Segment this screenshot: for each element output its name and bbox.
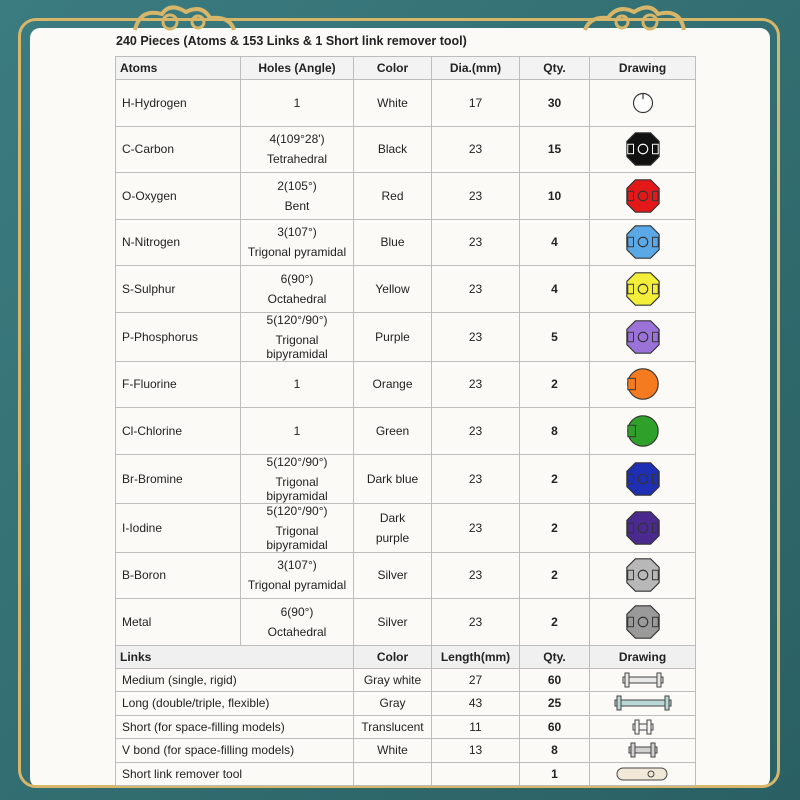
atom-drawing (590, 312, 696, 361)
atom-drawing (590, 173, 696, 220)
atom-diameter: 23 (432, 173, 520, 220)
atom-drawing (590, 503, 696, 552)
bromine-atom-icon (624, 460, 662, 498)
link-quantity: 25 (520, 692, 590, 716)
atom-diameter: 23 (432, 454, 520, 503)
column-header: Atoms (116, 57, 241, 80)
oxygen-atom-icon (624, 177, 662, 215)
link-name: Short link remover tool (116, 762, 354, 786)
atom-name: S-Sulphur (116, 266, 241, 313)
atom-name: Cl-Chlorine (116, 408, 241, 455)
atom-name: P-Phosphorus (116, 312, 241, 361)
atom-row (116, 126, 696, 173)
atom-row (116, 312, 696, 361)
atom-color: White (354, 80, 432, 127)
link-row (116, 715, 696, 739)
atom-diameter: 17 (432, 80, 520, 127)
link-drawing (590, 668, 696, 692)
atom-row (116, 219, 696, 266)
atom-color: Silver (354, 599, 432, 646)
atom-drawing (590, 80, 696, 127)
atom-holes (241, 266, 354, 313)
atom-diameter: 23 (432, 312, 520, 361)
link-name: Short (for space-filling models) (116, 715, 354, 739)
atom-drawing (590, 408, 696, 455)
column-header: Length(mm) (432, 645, 520, 668)
atom-color: Dark purple (354, 503, 432, 552)
link-length (432, 762, 520, 786)
atom-name: H-Hydrogen (116, 80, 241, 127)
atom-quantity: 15 (520, 126, 590, 173)
atom-holes (241, 80, 354, 127)
holes-count: 2(105°) (277, 178, 317, 193)
phosphorus-atom-icon (624, 318, 662, 356)
holes-count: 1 (293, 423, 301, 438)
medium-link-icon (611, 671, 675, 689)
atom-quantity: 2 (520, 454, 590, 503)
links-header-row (116, 645, 696, 668)
geometry: Trigonal bipyramidal (266, 474, 328, 503)
atom-diameter: 23 (432, 503, 520, 552)
atom-diameter: 23 (432, 408, 520, 455)
link-name: Long (double/triple, flexible) (116, 692, 354, 716)
atom-drawing (590, 266, 696, 313)
holes-count: 5(120°/90°) (266, 454, 328, 469)
atoms-header-row (116, 57, 696, 80)
remover-tool-icon (611, 765, 675, 783)
link-quantity: 60 (520, 715, 590, 739)
atom-color: Silver (354, 552, 432, 599)
atom-color: Purple (354, 312, 432, 361)
column-header: Qty. (520, 645, 590, 668)
link-quantity: 1 (520, 762, 590, 786)
atom-diameter: 23 (432, 361, 520, 408)
atom-drawing (590, 126, 696, 173)
carbon-atom-icon (624, 130, 662, 168)
holes-count: 6(90°) (280, 604, 314, 619)
column-header: Links (116, 645, 354, 668)
link-length: 27 (432, 668, 520, 692)
long-link-icon (611, 694, 675, 712)
link-color: Gray white (354, 668, 432, 692)
holes-count: 1 (293, 377, 301, 392)
metal-atom-icon (624, 603, 662, 641)
document-title: 240 Pieces (Atoms & 153 Links & 1 Short link remover tool) (116, 34, 467, 48)
atom-color: Orange (354, 361, 432, 408)
geometry: Octahedral (267, 624, 327, 639)
cloud-ornament-icon (580, 0, 690, 40)
atom-quantity: 10 (520, 173, 590, 220)
atom-quantity: 8 (520, 408, 590, 455)
atom-name: Metal (116, 599, 241, 646)
link-drawing (590, 692, 696, 716)
atom-holes (241, 552, 354, 599)
atom-color: Blue (354, 219, 432, 266)
atom-quantity: 30 (520, 80, 590, 127)
hydrogen-atom-icon (624, 84, 662, 122)
column-header: Color (354, 645, 432, 668)
atom-color: Dark blue (354, 454, 432, 503)
atom-diameter: 23 (432, 126, 520, 173)
link-length: 43 (432, 692, 520, 716)
atom-holes (241, 173, 354, 220)
geometry: Tetrahedral (266, 152, 328, 167)
atom-name: Br-Bromine (116, 454, 241, 503)
geometry: Trigonal bipyramidal (266, 523, 328, 552)
holes-count: 3(107°) (277, 225, 317, 240)
atom-drawing (590, 454, 696, 503)
holes-count: 3(107°) (277, 558, 317, 573)
link-color: Gray (354, 692, 432, 716)
geometry: Trigonal bipyramidal (266, 332, 328, 361)
atom-holes (241, 454, 354, 503)
atom-name: F-Fluorine (116, 361, 241, 408)
sulphur-atom-icon (624, 270, 662, 308)
fluorine-atom-icon (624, 365, 662, 403)
atom-quantity: 2 (520, 599, 590, 646)
link-length: 11 (432, 715, 520, 739)
column-header: Dia.(mm) (432, 57, 520, 80)
atom-quantity: 2 (520, 552, 590, 599)
atom-color: Green (354, 408, 432, 455)
link-color: Translucent (354, 715, 432, 739)
column-header: Holes (Angle) (241, 57, 354, 80)
atom-color: Yellow (354, 266, 432, 313)
atom-row (116, 599, 696, 646)
atom-holes (241, 312, 354, 361)
atom-quantity: 4 (520, 219, 590, 266)
link-row (116, 692, 696, 716)
holes-count: 6(90°) (280, 271, 314, 286)
atom-name: I-Iodine (116, 503, 241, 552)
link-name: Medium (single, rigid) (116, 668, 354, 692)
holes-count: 5(120°/90°) (266, 312, 328, 327)
geometry: Trigonal pyramidal (247, 578, 347, 593)
geometry: Octahedral (267, 291, 327, 306)
column-header: Drawing (590, 645, 696, 668)
link-name: V bond (for space-filling models) (116, 739, 354, 763)
atom-name: O-Oxygen (116, 173, 241, 220)
atom-quantity: 2 (520, 503, 590, 552)
atom-row (116, 80, 696, 127)
atom-holes (241, 503, 354, 552)
atom-holes (241, 219, 354, 266)
atom-diameter: 23 (432, 266, 520, 313)
atom-diameter: 23 (432, 599, 520, 646)
link-row (116, 668, 696, 692)
atom-color: Black (354, 126, 432, 173)
column-header: Color (354, 57, 432, 80)
short-link-icon (611, 718, 675, 736)
atom-quantity: 2 (520, 361, 590, 408)
atom-holes (241, 408, 354, 455)
iodine-atom-icon (624, 509, 662, 547)
atom-quantity: 4 (520, 266, 590, 313)
link-quantity: 60 (520, 668, 590, 692)
link-color (354, 762, 432, 786)
link-row (116, 762, 696, 786)
holes-count: 5(120°/90°) (266, 503, 328, 518)
atom-row (116, 552, 696, 599)
atom-quantity: 5 (520, 312, 590, 361)
parts-table (115, 56, 696, 786)
atom-color: Red (354, 173, 432, 220)
link-drawing (590, 739, 696, 763)
chlorine-atom-icon (624, 412, 662, 450)
atom-drawing (590, 361, 696, 408)
atom-name: B-Boron (116, 552, 241, 599)
atom-row (116, 173, 696, 220)
atom-drawing (590, 552, 696, 599)
atom-name: C-Carbon (116, 126, 241, 173)
atom-holes (241, 599, 354, 646)
v-bond-icon (611, 741, 675, 759)
link-quantity: 8 (520, 739, 590, 763)
link-color: White (354, 739, 432, 763)
atom-diameter: 23 (432, 552, 520, 599)
boron-atom-icon (624, 556, 662, 594)
link-drawing (590, 715, 696, 739)
atom-diameter: 23 (432, 219, 520, 266)
atom-drawing (590, 599, 696, 646)
geometry: Bent (284, 198, 310, 213)
nitrogen-atom-icon (624, 223, 662, 261)
geometry: Trigonal pyramidal (247, 245, 347, 260)
atom-row (116, 266, 696, 313)
link-length: 13 (432, 739, 520, 763)
atom-row (116, 408, 696, 455)
atom-name: N-Nitrogen (116, 219, 241, 266)
link-drawing (590, 762, 696, 786)
column-header: Qty. (520, 57, 590, 80)
atom-holes (241, 361, 354, 408)
atom-row (116, 361, 696, 408)
holes-count: 1 (293, 95, 301, 110)
column-header: Drawing (590, 57, 696, 80)
atom-row (116, 503, 696, 552)
link-row (116, 739, 696, 763)
atom-holes (241, 126, 354, 173)
atom-drawing (590, 219, 696, 266)
atom-row (116, 454, 696, 503)
holes-count: 4(109°28') (269, 132, 325, 147)
